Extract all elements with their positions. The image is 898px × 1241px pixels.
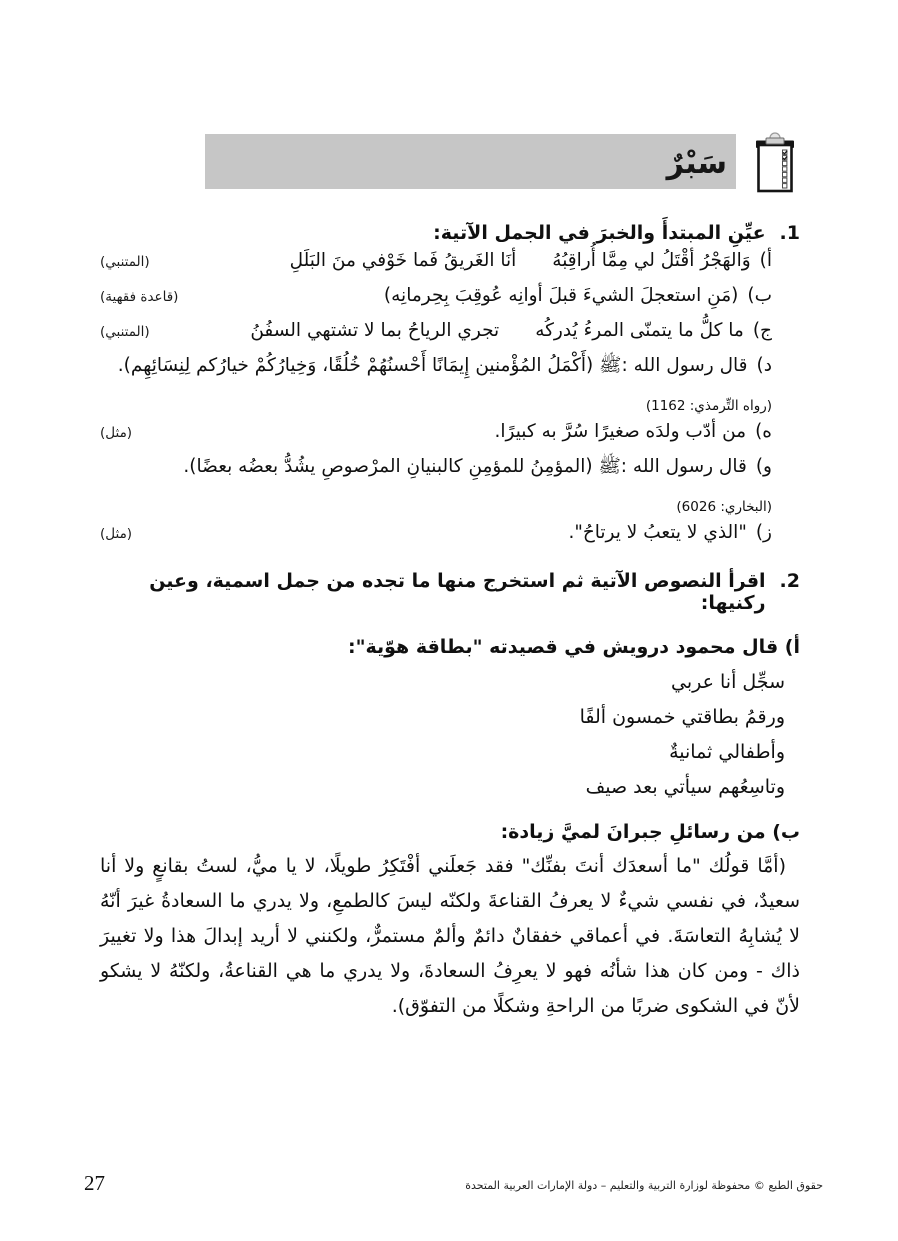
- item-text: وَالهَجْرُ أقْتَلُ لي مِمَّا أُراقِبُهُ: [552, 250, 751, 271]
- exercise1-items: [100, 250, 800, 557]
- clipboard-icon: [750, 132, 800, 194]
- item-text2: أنَا الغَريقُ فَما خَوْفي منَ البَلَلِ: [289, 250, 517, 271]
- exercise1-heading: [100, 222, 800, 244]
- exercise1-item-d: [100, 355, 772, 390]
- exercise1-item-f: [100, 456, 772, 491]
- item-source: (مثل): [100, 425, 133, 441]
- section-title: سَبْرٌ: [666, 145, 727, 181]
- exercise1-item-g: [100, 522, 772, 557]
- poem-line: وأطفالي ثمانيةٌ: [669, 741, 785, 763]
- item-source-reference: [100, 491, 772, 522]
- item-text: ما كلُّ ما يتمنّى المرءُ يُدركُه: [535, 320, 744, 341]
- item-text2: تجري الرياحُ بما لا تشتهي السفُنُ: [250, 320, 500, 341]
- exercise1-heading-text: عيِّنِ المبتدأَ والخبرَ في الجمل الآتية:: [433, 222, 766, 244]
- item-source-reference: [100, 390, 772, 421]
- item-letter: ج): [752, 320, 772, 341]
- item-letter: و): [755, 456, 772, 477]
- item-source: (المتنبي): [100, 324, 150, 340]
- item-text: "الذي لا يتعبُ لا يرتاحُ".: [568, 522, 747, 543]
- exercise2-heading: [100, 570, 800, 614]
- hadith-reference: (البخاري: 6026): [676, 498, 772, 515]
- exercise2-part-b-heading: ب) من رسائلِ جبرانَ لميَّ زيادة:: [500, 821, 800, 843]
- item-letter: ه): [755, 421, 772, 442]
- exercise2-part-a-heading: أ) قال محمود درويش في قصيدته "بطاقة هوّية":: [347, 636, 800, 658]
- copyright-text: حقوق الطبع © محفوظة لوزارة التربية والتعليم – دولة الإمارات العربية المتحدة: [465, 1179, 823, 1192]
- item-text: قال رسول الله :ﷺ (المؤمِنُ للمؤمِنِ كالبنيانِ المرْصوصِ يشُدُّ بعضُه بعضًا).: [183, 456, 747, 477]
- item-source: (مثل): [100, 526, 133, 542]
- exercise1-number: 1.: [779, 222, 800, 244]
- hadith-reference: (رواه التِّرمذي: 1162): [645, 397, 772, 414]
- item-text: قال رسول الله :ﷺ (أَكْمَلُ المُؤْمنين إِيمَانًا أَحْسنُهُمْ خُلُقًا، وَخِيارُكُمْ خيارُكم لِنِسَائِهِم).: [117, 355, 748, 376]
- exercise2-number: 2.: [779, 570, 800, 592]
- item-text: من أدّب ولدَه صغيرًا سُرَّ به كبيرًا.: [494, 421, 747, 442]
- item-text: (مَنِ استعجلَ الشيءَ قبلَ أوانِه عُوقِبَ بِحِرمانِه): [383, 285, 739, 306]
- section-header: [100, 131, 800, 193]
- item-letter: ز): [755, 522, 772, 543]
- item-letter: أ): [759, 250, 772, 271]
- exercise1-item-b: [100, 285, 772, 320]
- item-letter: د): [756, 355, 772, 376]
- poem-line: وتاسِعُهم سيأتي بعد صيف: [585, 776, 785, 798]
- poem-line: سجِّل أنا عربي: [671, 671, 785, 693]
- exercise1-item-c: [100, 320, 772, 355]
- poem-line: ورقمُ بطاقتي خمسون ألفًا: [579, 706, 785, 728]
- page-number: 27: [84, 1171, 105, 1195]
- page-content: [0, 131, 898, 1024]
- darwish-poem: [100, 665, 800, 805]
- exercise1-item-a: [100, 250, 772, 285]
- gibran-letter-paragraph: (أمَّا قولُك "ما أسعدَك أنتَ بفنِّك" فقد جَعلَني أفْتَكِرُ طويلًا، لا يا ميُّ، لستُ بقانعٍ ولا أنا سعيدٌ، في نفسي شيءٌ لا يعرفُ القناعةَ ولكنّه ليسَ كالطمعِ، ولا يدري ما السعادةُ غيرَ أنّهُ لا يُشابِهُ التعاسَةَ. في أعماقي خفقانٌ دائمٌ وألمٌ مستمرٌّ، ولكنني لا أريد إبدالَ هذا ولا تغييرَ ذاك - ومن كان هذا شأنُه فهو لا يعرِفُ السعادةَ، ولا يدري ما هي القناعةُ، ولكنّهُ لا يشكو لأنّ في الشكوى ضربًا من الراحةِ وشكلًا من التفوّق).: [100, 855, 800, 1017]
- exercise2-heading-text: اقرأ النصوص الآتية ثم استخرج منها ما تجده من جمل اسمية، وعين ركنيها:: [149, 570, 766, 614]
- exercise1-item-e: [100, 421, 772, 456]
- section-title-bar: [205, 134, 736, 189]
- item-source: (قاعدة فقهية): [100, 289, 179, 305]
- item-letter: ب): [747, 285, 772, 306]
- item-source: (المتنبي): [100, 254, 150, 270]
